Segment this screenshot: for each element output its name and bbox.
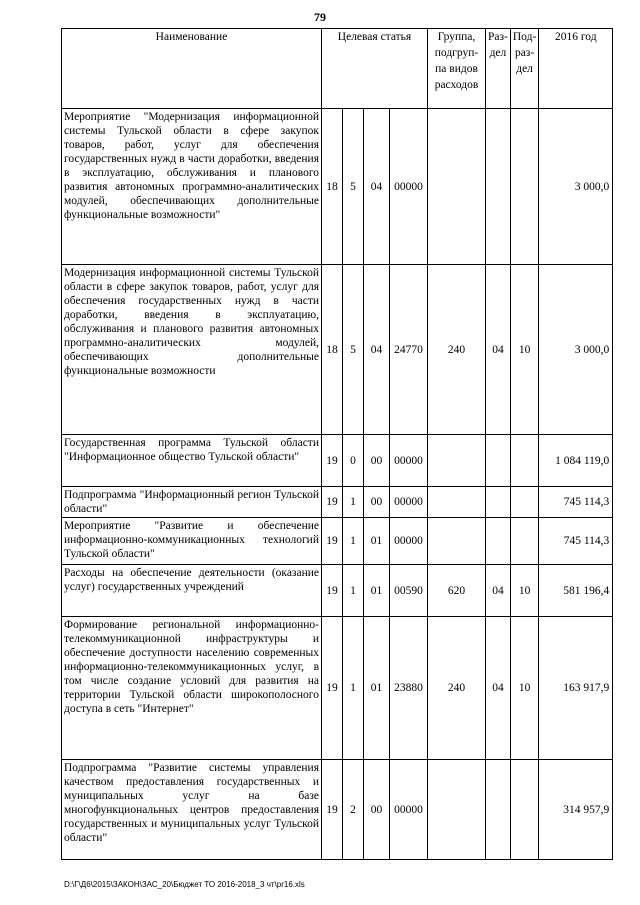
target-code-4: 24770 bbox=[390, 265, 428, 435]
table-row bbox=[62, 109, 613, 265]
subsection-code bbox=[510, 487, 538, 518]
expense-group: 240 bbox=[428, 617, 486, 760]
target-code-3: 04 bbox=[364, 265, 390, 435]
target-code-1: 18 bbox=[322, 109, 343, 265]
target-code-1: 19 bbox=[322, 760, 343, 860]
subsection-code: 10 bbox=[510, 565, 538, 617]
header-target: Целевая статья bbox=[322, 29, 428, 109]
expense-group: 620 bbox=[428, 565, 486, 617]
target-code-3: 01 bbox=[364, 565, 390, 617]
target-code-1: 19 bbox=[322, 435, 343, 487]
target-code-4: 00000 bbox=[390, 487, 428, 518]
target-code-2: 1 bbox=[343, 487, 364, 518]
target-code-2: 0 bbox=[343, 435, 364, 487]
budget-table bbox=[61, 28, 613, 860]
amount-2016: 314 957,9 bbox=[539, 760, 613, 860]
subsection-code bbox=[510, 518, 538, 565]
target-code-3: 00 bbox=[364, 487, 390, 518]
subsection-code bbox=[510, 760, 538, 860]
target-code-3: 00 bbox=[364, 435, 390, 487]
table-row bbox=[62, 760, 613, 860]
target-code-3: 00 bbox=[364, 760, 390, 860]
table-row bbox=[62, 265, 613, 435]
target-code-2: 1 bbox=[343, 518, 364, 565]
amount-2016: 745 114,3 bbox=[539, 487, 613, 518]
row-name: Подпрограмма "Информационный регион Тульской области" bbox=[62, 487, 322, 518]
file-path-footer: D:\Г\Д6\2015\ЗАКОН\ЗАС_20\Бюджет ТО 2016-2018_3 чт\pr16.xls bbox=[64, 880, 305, 889]
subsection-code bbox=[510, 109, 538, 265]
amount-2016: 581 196,4 bbox=[539, 565, 613, 617]
subsection-code: 10 bbox=[510, 617, 538, 760]
header-subsection: Под- раз- дел bbox=[510, 29, 538, 109]
header-group: Группа, подгруп- па видов расходов bbox=[428, 29, 486, 109]
expense-group bbox=[428, 435, 486, 487]
row-name: Мероприятие "Модернизация информационной системы Тульской области в сфере закупок товаров, работ, услуг для обеспечения государственных нужд в части доработки, введения в эксплуатацию, обслуживания и планового развития автономных программно-аналитических модулей, обеспечивающих дополнительные функциональные возможности" bbox=[62, 109, 322, 265]
subsection-code: 10 bbox=[510, 265, 538, 435]
header-name: Наименование bbox=[62, 29, 322, 109]
row-name: Подпрограмма "Развитие системы управления качеством предоставления государственных и муниципальных услуг на базе многофункциональных центров предоставления государственных и муниципальных услуг Тульской области" bbox=[62, 760, 322, 860]
table-row bbox=[62, 617, 613, 760]
target-code-4: 23880 bbox=[390, 617, 428, 760]
header-section: Раз- дел bbox=[486, 29, 511, 109]
target-code-1: 19 bbox=[322, 617, 343, 760]
section-code bbox=[486, 109, 511, 265]
row-name: Формирование региональной информационно-телекоммуникационной инфраструктуры и обеспечение доступности населению современных информационно-телекоммуникационных услуг, в том числе создание условий для развития на территории Тульской области широкополосного доступа в сеть "Интернет" bbox=[62, 617, 322, 760]
target-code-1: 19 bbox=[322, 518, 343, 565]
target-code-4: 00000 bbox=[390, 435, 428, 487]
target-code-4: 00000 bbox=[390, 760, 428, 860]
target-code-4: 00590 bbox=[390, 565, 428, 617]
amount-2016: 745 114,3 bbox=[539, 518, 613, 565]
section-code bbox=[486, 760, 511, 860]
amount-2016: 3 000,0 bbox=[539, 265, 613, 435]
target-code-2: 5 bbox=[343, 265, 364, 435]
target-code-2: 2 bbox=[343, 760, 364, 860]
amount-2016: 163 917,9 bbox=[539, 617, 613, 760]
expense-group: 240 bbox=[428, 265, 486, 435]
row-name: Расходы на обеспечение деятельности (оказание услуг) государственных учреждений bbox=[62, 565, 322, 617]
section-code: 04 bbox=[486, 617, 511, 760]
target-code-1: 19 bbox=[322, 487, 343, 518]
expense-group bbox=[428, 487, 486, 518]
target-code-3: 01 bbox=[364, 518, 390, 565]
table-row bbox=[62, 435, 613, 487]
expense-group bbox=[428, 518, 486, 565]
page-number: 79 bbox=[314, 10, 326, 24]
subsection-code bbox=[510, 435, 538, 487]
target-code-2: 5 bbox=[343, 109, 364, 265]
amount-2016: 1 084 119,0 bbox=[539, 435, 613, 487]
expense-group bbox=[428, 760, 486, 860]
header-year: 2016 год bbox=[539, 29, 613, 109]
row-name: Мероприятие "Развитие и обеспечение информационно-коммуникационных технологий Тульской области" bbox=[62, 518, 322, 565]
table-row bbox=[62, 487, 613, 518]
target-code-2: 1 bbox=[343, 565, 364, 617]
table-row bbox=[62, 565, 613, 617]
row-name: Модернизация информационной системы Тульской области в сфере закупок товаров, работ, услуг для обеспечения государственных нужд в части доработки, введения в эксплуатацию, обслуживания и планового развития автономных программно-аналитических модулей, обеспечивающих дополнительные функциональные возможности bbox=[62, 265, 322, 435]
target-code-1: 19 bbox=[322, 565, 343, 617]
section-code: 04 bbox=[486, 265, 511, 435]
target-code-3: 04 bbox=[364, 109, 390, 265]
target-code-3: 01 bbox=[364, 617, 390, 760]
section-code: 04 bbox=[486, 565, 511, 617]
expense-group bbox=[428, 109, 486, 265]
target-code-4: 00000 bbox=[390, 109, 428, 265]
table-row bbox=[62, 518, 613, 565]
section-code bbox=[486, 487, 511, 518]
section-code bbox=[486, 518, 511, 565]
section-code bbox=[486, 435, 511, 487]
row-name: Государственная программа Тульской области "Информационное общество Тульской области" bbox=[62, 435, 322, 487]
target-code-2: 1 bbox=[343, 617, 364, 760]
amount-2016: 3 000,0 bbox=[539, 109, 613, 265]
target-code-1: 18 bbox=[322, 265, 343, 435]
target-code-4: 00000 bbox=[390, 518, 428, 565]
